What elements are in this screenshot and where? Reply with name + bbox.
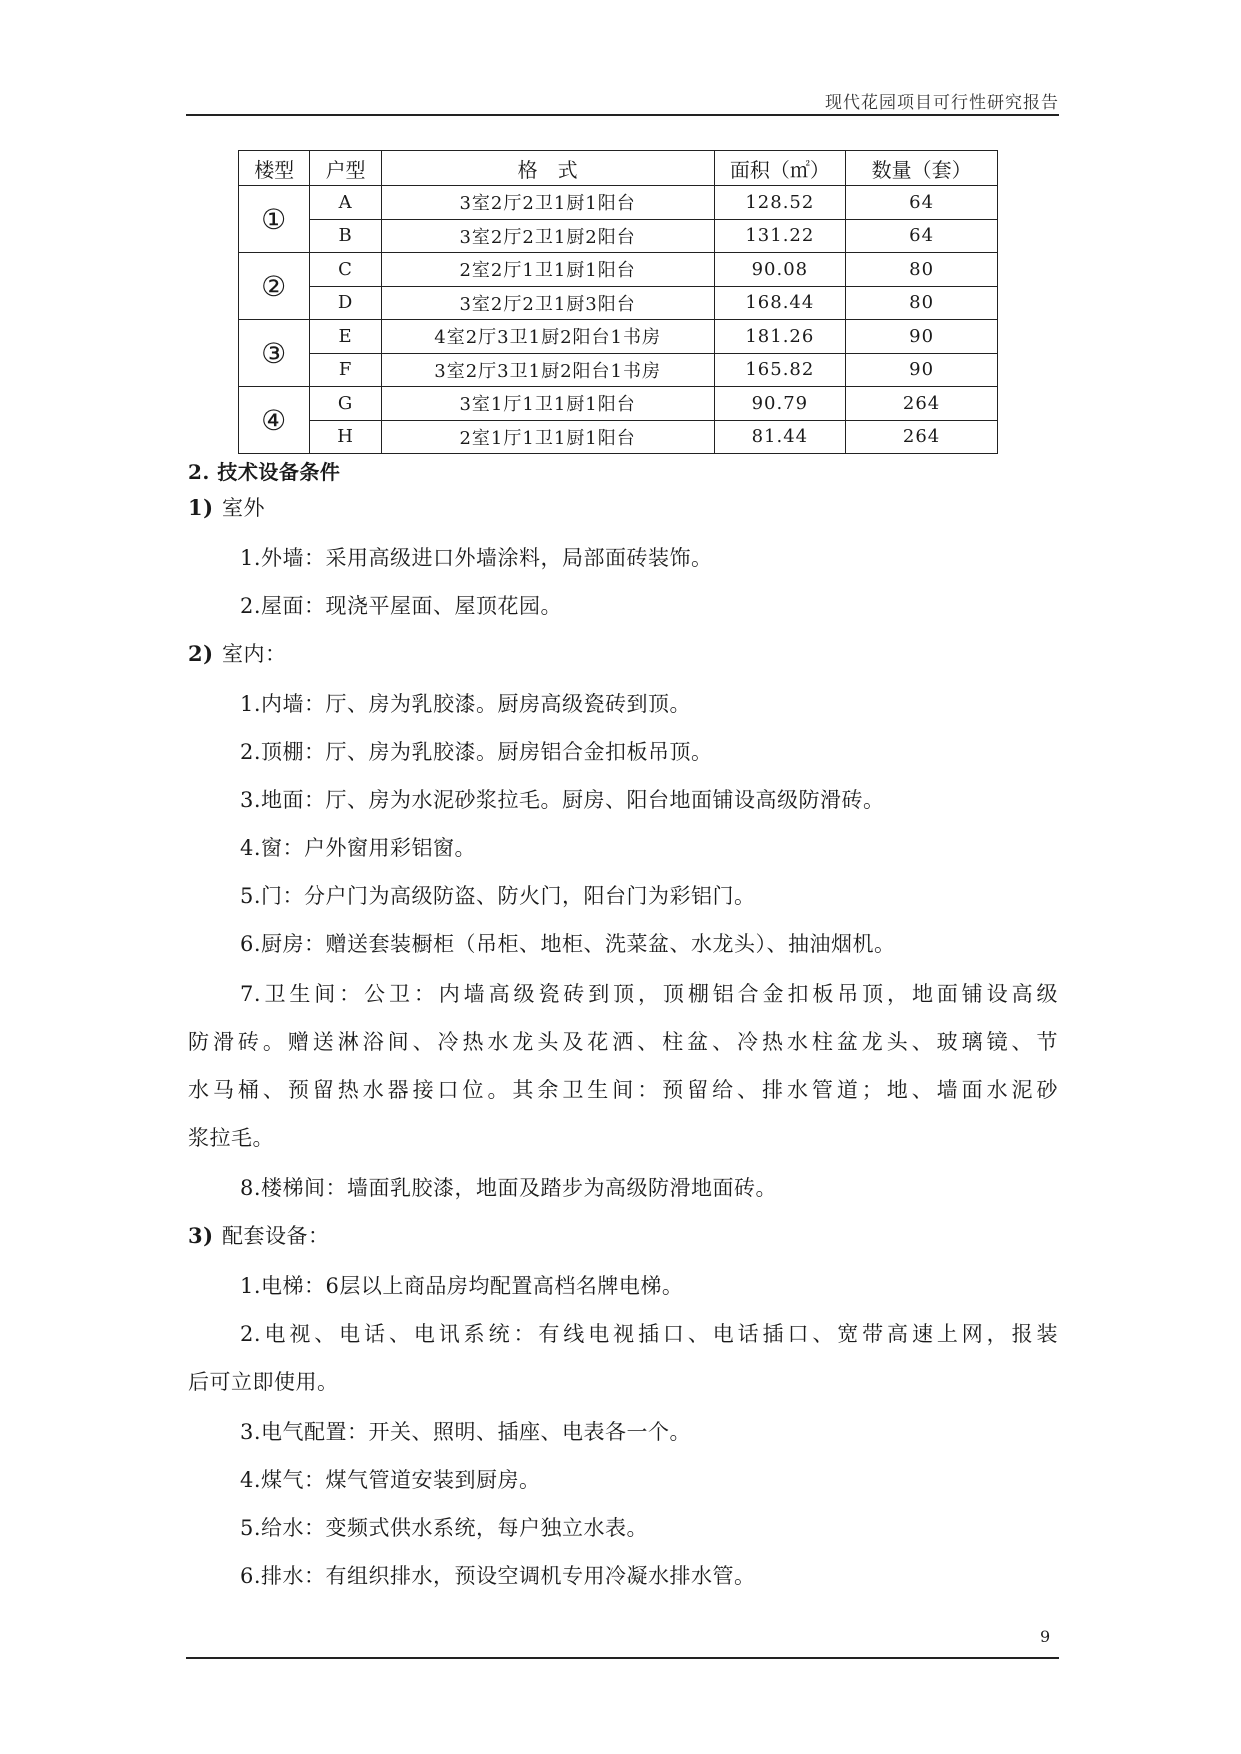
area-cell: 90.08	[714, 253, 846, 287]
area-cell: 90.79	[714, 387, 846, 421]
count-cell: 80	[846, 253, 998, 287]
count-cell: 80	[846, 286, 998, 320]
layout-cell: 3室2厅2卫1厨1阳台	[381, 186, 714, 220]
area-cell: 181.26	[714, 320, 846, 354]
area-cell: 131.22	[714, 219, 846, 253]
table-row	[239, 420, 998, 454]
building-cell: ④	[239, 387, 310, 454]
table-row	[239, 353, 998, 387]
table-row	[239, 186, 998, 220]
paragraph: 1.电梯：6层以上商品房均配置高档名牌电梯。	[240, 1274, 684, 1298]
col-header-count: 数量（套）	[846, 151, 998, 186]
layout-cell: 3室1厅1卫1厨1阳台	[381, 387, 714, 421]
area-cell: 81.44	[714, 420, 846, 454]
unit-type-cell: B	[310, 219, 381, 253]
count-cell: 64	[846, 219, 998, 253]
paragraph: 6.厨房：赠送套装橱柜（吊柜、地柜、洗菜盆、水龙头）、抽油烟机。	[240, 932, 896, 956]
layout-cell: 4室2厅3卫1厨2阳台1书房	[381, 320, 714, 354]
paragraph: 3.电气配置：开关、照明、插座、电表各一个。	[240, 1420, 692, 1444]
paragraph: 8.楼梯间：墙面乳胶漆，地面及踏步为高级防滑地面砖。	[240, 1176, 778, 1200]
col-header-area: 面积（㎡）	[714, 151, 846, 186]
table-row	[239, 253, 998, 287]
header-rule	[186, 114, 1059, 116]
paragraph-line: 浆拉毛。	[188, 1126, 274, 1150]
unit-type-cell: D	[310, 286, 381, 320]
paragraph-line: 防滑砖。赠送淋浴间、冷热水龙头及花洒、柱盆、冷热水柱盆龙头、玻璃镜、节	[188, 1030, 1058, 1054]
unit-type-cell: E	[310, 320, 381, 354]
paragraph: 5.门：分户门为高级防盗、防火门，阳台门为彩铝门。	[240, 884, 756, 908]
layout-cell: 2室2厅1卫1厨1阳台	[381, 253, 714, 287]
layout-cell: 3室2厅3卫1厨2阳台1书房	[381, 353, 714, 387]
unit-type-table	[238, 150, 998, 454]
table-row	[239, 387, 998, 421]
count-cell: 64	[846, 186, 998, 220]
paragraph-line: 7.卫生间：公卫：内墙高级瓷砖到顶，顶棚铝合金扣板吊顶，地面铺设高级	[240, 982, 1058, 1006]
unit-type-cell: F	[310, 353, 381, 387]
unit-type-cell: H	[310, 420, 381, 454]
paragraph: 1.外墙：采用高级进口外墙涂料，局部面砖装饰。	[240, 546, 713, 570]
count-cell: 264	[846, 420, 998, 454]
count-cell: 90	[846, 353, 998, 387]
subsection-heading-outdoor	[188, 492, 265, 522]
building-cell: ③	[239, 320, 310, 387]
paragraph: 4.窗：户外窗用彩铝窗。	[240, 836, 477, 860]
layout-cell: 2室1厅1卫1厨1阳台	[381, 420, 714, 454]
area-cell: 128.52	[714, 186, 846, 220]
area-cell: 165.82	[714, 353, 846, 387]
subsection-number: 1)	[188, 495, 214, 520]
paragraph: 4.煤气：煤气管道安装到厨房。	[240, 1468, 541, 1492]
col-header-unit-type: 户型	[310, 151, 381, 186]
paragraph: 2.屋面：现浇平屋面、屋顶花园。	[240, 594, 563, 618]
paragraph: 1.内墙：厅、房为乳胶漆。厨房高级瓷砖到顶。	[240, 692, 692, 716]
running-header: 现代花园项目可行性研究报告	[825, 93, 1059, 113]
area-cell: 168.44	[714, 286, 846, 320]
paragraph-line: 后可立即使用。	[188, 1370, 339, 1394]
unit-type-cell: A	[310, 186, 381, 220]
paragraph: 6.排水：有组织排水，预设空调机专用冷凝水排水管。	[240, 1564, 756, 1588]
paragraph: 2.顶棚：厅、房为乳胶漆。厨房铝合金扣板吊顶。	[240, 740, 713, 764]
section-heading: 2. 技术设备条件	[188, 460, 341, 484]
col-header-building: 楼型	[239, 151, 310, 186]
subsection-title: 配套设备：	[222, 1224, 330, 1248]
building-cell: ①	[239, 186, 310, 253]
count-cell: 90	[846, 320, 998, 354]
paragraph: 3.地面：厅、房为水泥砂浆拉毛。厨房、阳台地面铺设高级防滑砖。	[240, 788, 885, 812]
unit-type-cell: C	[310, 253, 381, 287]
subsection-heading-equipment	[188, 1220, 330, 1250]
unit-type-cell: G	[310, 387, 381, 421]
paragraph-line: 2.电视、电话、电讯系统：有线电视插口、电话插口、宽带高速上网，报装	[240, 1322, 1058, 1346]
subsection-number: 3)	[188, 1223, 214, 1248]
page-number: 9	[1040, 1627, 1051, 1646]
table-header-row	[239, 151, 998, 186]
subsection-title: 室外	[222, 496, 265, 520]
layout-cell: 3室2厅2卫1厨2阳台	[381, 219, 714, 253]
paragraph: 5.给水：变频式供水系统，每户独立水表。	[240, 1516, 649, 1540]
col-header-layout: 格 式	[381, 151, 714, 186]
footer-rule	[186, 1657, 1059, 1659]
building-cell: ②	[239, 253, 310, 320]
layout-cell: 3室2厅2卫1厨3阳台	[381, 286, 714, 320]
table-row	[239, 219, 998, 253]
subsection-title: 室内：	[222, 642, 287, 666]
subsection-heading-indoor	[188, 638, 287, 668]
subsection-number: 2)	[188, 641, 214, 666]
count-cell: 264	[846, 387, 998, 421]
table-row	[239, 320, 998, 354]
table-row	[239, 286, 998, 320]
paragraph-line: 水马桶、预留热水器接口位。其余卫生间：预留给、排水管道；地、墙面水泥砂	[188, 1078, 1058, 1102]
